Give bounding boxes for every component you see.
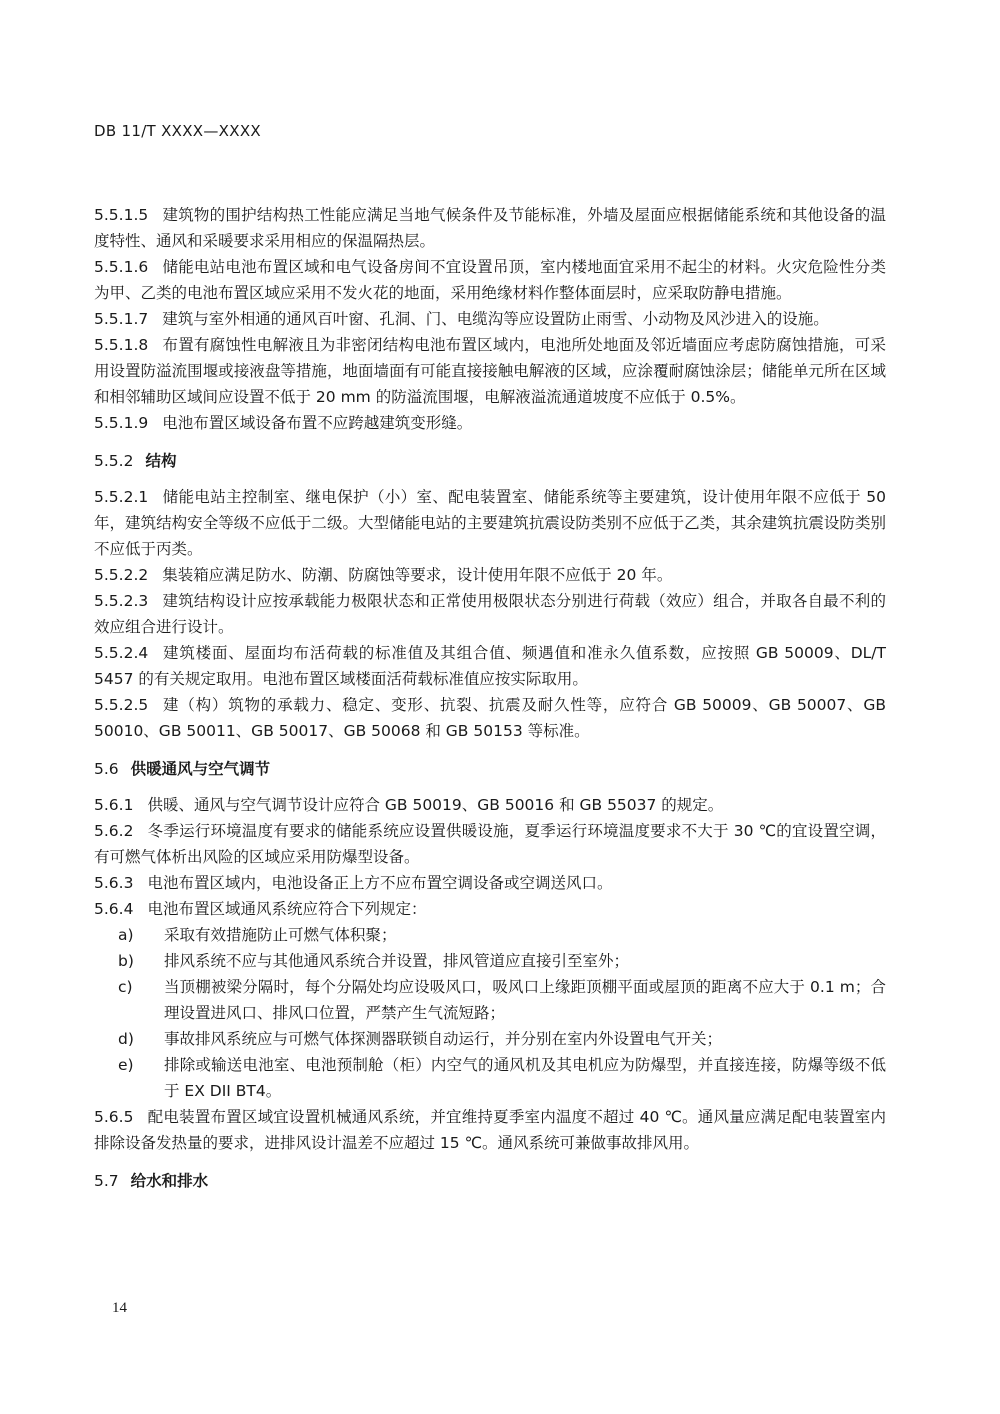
clause-number: 5.5.1.9 <box>94 414 149 432</box>
clause-text: 建筑与室外相通的通风百叶窗、孔洞、门、电缆沟等应设置防止雨雪、小动物及风沙进入的设施。 <box>162 310 829 328</box>
clause <box>94 896 886 922</box>
document-header: DB 11/T XXXX—XXXX <box>94 122 261 140</box>
clause-text: 建筑楼面、屋面均布活荷载的标准值及其组合值、频遇值和准永久值系数，应按照 GB 50009、DL/T 5457 的有关规定取用。电池布置区域楼面活荷载标准值应按实际取用。 <box>94 644 886 688</box>
clause-text: 电池布置区域通风系统应符合下列规定： <box>147 900 427 918</box>
clause-number: 5.6.2 <box>94 822 134 840</box>
list-item-text: 排风系统不应与其他通风系统合并设置，排风管道应直接引至室外； <box>164 952 630 970</box>
clause-number: 5.5.1.8 <box>94 336 149 354</box>
list-item <box>94 948 886 974</box>
clause-text: 建筑结构设计应按承载能力极限状态和正常使用极限状态分别进行荷载（效应）组合，并取各自最不利的效应组合进行设计。 <box>94 592 886 636</box>
clause <box>94 792 886 818</box>
clause-number: 5.5.2.1 <box>94 488 149 506</box>
clause-text: 储能电站电池布置区域和电气设备房间不宜设置吊顶，室内楼地面宜采用不起尘的材料。火灾危险性分类为甲、乙类的电池布置区域应采用不发火花的地面，采用绝缘材料作整体面层时，应采取防静电措施。 <box>94 258 886 302</box>
list-item-text: 事故排风系统应与可燃气体探测器联锁自动运行，并分别在室内外设置电气开关； <box>164 1030 723 1048</box>
clause-text: 电池布置区域设备布置不应跨越建筑变形缝。 <box>162 414 473 432</box>
list-item-text: 采取有效措施防止可燃气体积聚； <box>164 926 397 944</box>
list-item-marker: a) <box>118 926 134 944</box>
clause-number: 5.5.2.4 <box>94 644 149 662</box>
clause <box>94 410 886 436</box>
list-item-marker: c) <box>118 978 133 996</box>
list-item <box>94 1052 886 1104</box>
clause-number: 5.6.1 <box>94 796 134 814</box>
section-title: 供暖通风与空气调节 <box>130 760 271 778</box>
clause <box>94 562 886 588</box>
list-item-text: 当顶棚被梁分隔时，每个分隔处均应设吸风口，吸风口上缘距顶棚平面或屋顶的距离不应大于 0.1 m；合理设置进风口、排风口位置，严禁产生气流短路； <box>164 978 886 1022</box>
clause-number: 5.5.1.7 <box>94 310 149 328</box>
clause <box>94 306 886 332</box>
clause-text: 布置有腐蚀性电解液且为非密闭结构电池布置区域内，电池所处地面及邻近墙面应考虑防腐蚀措施，可采用设置防溢流围堰或接液盘等措施，地面墙面有可能直接接触电解液的区域，应涂覆耐腐蚀涂层；储能单元所在区域和相邻辅助区域间应设置不低于 20 mm 的防溢流围堰，电解液溢流通道坡度不应低于 0.5%。 <box>94 336 886 406</box>
clause <box>94 640 886 692</box>
document-body <box>94 202 886 1204</box>
clause-text: 集装箱应满足防水、防潮、防腐蚀等要求，设计使用年限不应低于 20 年。 <box>162 566 673 584</box>
list-item <box>94 922 886 948</box>
clause-text: 电池布置区域内，电池设备正上方不应布置空调设备或空调送风口。 <box>147 874 613 892</box>
clause <box>94 332 886 410</box>
clause-number: 5.5.2.2 <box>94 566 149 584</box>
section-number: 5.6 <box>94 760 119 778</box>
clause-number: 5.5.1.6 <box>94 258 149 276</box>
clause <box>94 692 886 744</box>
section-number: 5.5.2 <box>94 452 134 470</box>
list-item-text: 排除或输送电池室、电池预制舱（柜）内空气的通风机及其电机应为防爆型，并直接连接，防爆等级不低于 EX DII BT4。 <box>164 1056 886 1100</box>
section-title: 结构 <box>145 452 177 470</box>
clause <box>94 870 886 896</box>
clause <box>94 588 886 640</box>
clause-text: 配电装置布置区域宜设置机械通风系统，并宜维持夏季室内温度不超过 40 ℃。通风量应满足配电装置室内排除设备发热量的要求，进排风设计温差不应超过 15 ℃。通风系统可兼做事故排风用。 <box>94 1108 886 1152</box>
clause <box>94 202 886 254</box>
list-item <box>94 974 886 1026</box>
clause-text: 建（构）筑物的承载力、稳定、变形、抗裂、抗震及耐久性等，应符合 GB 50009、GB 50007、GB 50010、GB 50011、GB 50017、GB 50068 和 GB 50153 等标准。 <box>94 696 886 740</box>
clause-number: 5.6.4 <box>94 900 134 918</box>
clause <box>94 484 886 562</box>
clause-number: 5.5.2.5 <box>94 696 149 714</box>
clause-text: 供暖、通风与空气调节设计应符合 GB 50019、GB 50016 和 GB 55037 的规定。 <box>147 796 724 814</box>
section-title: 给水和排水 <box>130 1172 209 1190</box>
section-heading <box>94 756 886 782</box>
clause-text: 储能电站主控制室、继电保护（小）室、配电装置室、储能系统等主要建筑，设计使用年限不应低于 50 年，建筑结构安全等级不应低于二级。大型储能电站的主要建筑抗震设防类别不应低于乙类，其余建筑抗震设防类别不应低于丙类。 <box>94 488 886 558</box>
section-number: 5.7 <box>94 1172 119 1190</box>
clause-number: 5.5.1.5 <box>94 206 149 224</box>
list-item-marker: d) <box>118 1030 134 1048</box>
list-item-marker: b) <box>118 952 134 970</box>
clause-text: 建筑物的围护结构热工性能应满足当地气候条件及节能标准，外墙及屋面应根据储能系统和其他设备的温度特性、通风和采暖要求采用相应的保温隔热层。 <box>94 206 886 250</box>
page-number: 14 <box>112 1300 127 1316</box>
clause <box>94 1104 886 1156</box>
clause <box>94 818 886 870</box>
clause-number: 5.6.3 <box>94 874 134 892</box>
clause <box>94 254 886 306</box>
clause-text: 冬季运行环境温度有要求的储能系统应设置供暖设施，夏季运行环境温度要求不大于 30 ℃的宜设置空调，有可燃气体析出风险的区域应采用防爆型设备。 <box>94 822 886 866</box>
clause-number: 5.6.5 <box>94 1108 134 1126</box>
clause-number: 5.5.2.3 <box>94 592 149 610</box>
section-heading <box>94 1168 886 1194</box>
list-item <box>94 1026 886 1052</box>
list-item-marker: e) <box>118 1056 134 1074</box>
section-heading <box>94 448 886 474</box>
